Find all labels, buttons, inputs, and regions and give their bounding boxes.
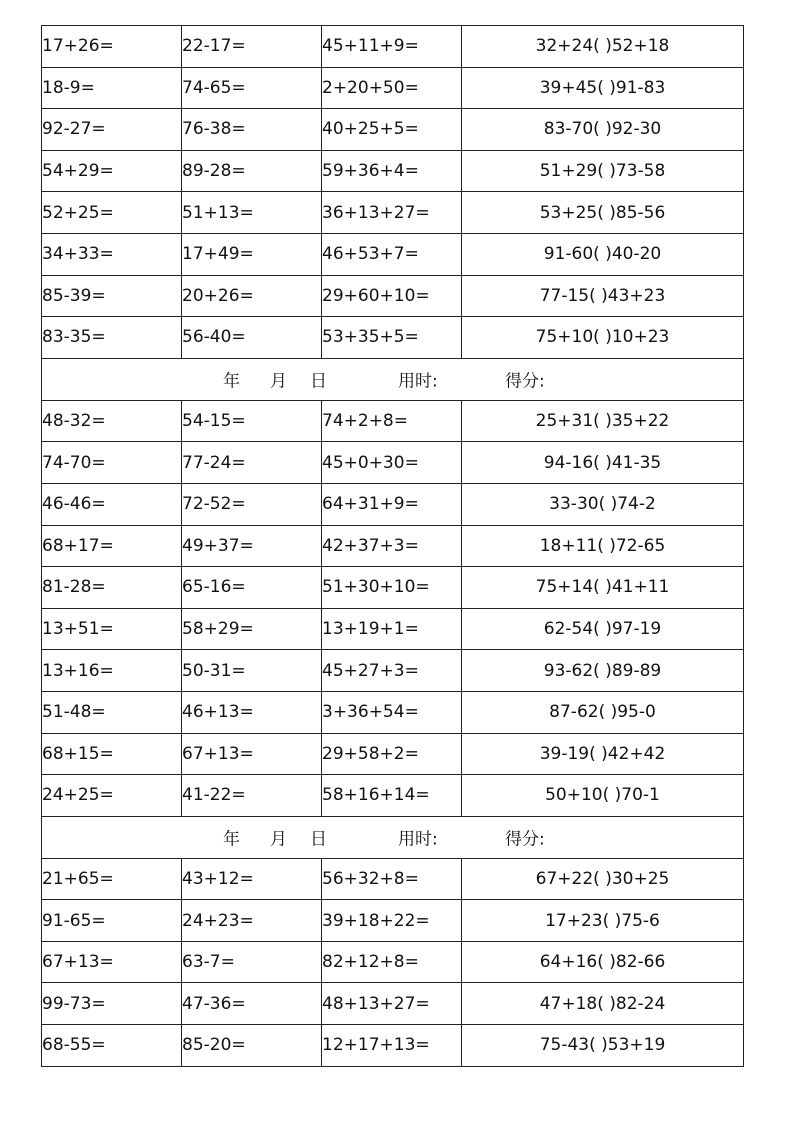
problem-cell[interactable]: 47-36=: [182, 983, 322, 1025]
problem-cell[interactable]: 29+58+2=: [322, 733, 462, 775]
date-time-score-header: [42, 358, 744, 400]
problem-cell[interactable]: 13+19+1=: [322, 608, 462, 650]
problem-row: [42, 67, 744, 109]
problem-cell[interactable]: 91-65=: [42, 900, 182, 942]
comparison-cell[interactable]: 77-15( )43+23: [462, 275, 744, 317]
problem-row: [42, 941, 744, 983]
problem-cell[interactable]: 68-55=: [42, 1025, 182, 1067]
comparison-cell[interactable]: 33-30( )74-2: [462, 483, 744, 525]
header-month: 月: [270, 829, 287, 850]
problem-row: [42, 483, 744, 525]
problem-cell[interactable]: 92-27=: [42, 109, 182, 151]
problem-cell[interactable]: 45+0+30=: [322, 442, 462, 484]
problem-cell[interactable]: 17+26=: [42, 26, 182, 68]
problem-cell[interactable]: 85-39=: [42, 275, 182, 317]
problem-cell[interactable]: 41-22=: [182, 775, 322, 817]
comparison-cell[interactable]: 53+25( )85-56: [462, 192, 744, 234]
problem-cell[interactable]: 67+13=: [182, 733, 322, 775]
problem-cell[interactable]: 2+20+50=: [322, 67, 462, 109]
problem-cell[interactable]: 48-32=: [42, 400, 182, 442]
problem-cell[interactable]: 22-17=: [182, 26, 322, 68]
problem-row: [42, 567, 744, 609]
problem-row: [42, 608, 744, 650]
comparison-cell[interactable]: 75+10( )10+23: [462, 317, 744, 359]
problem-cell[interactable]: 63-7=: [182, 941, 322, 983]
problem-row: [42, 525, 744, 567]
problem-row: [42, 400, 744, 442]
problem-cell[interactable]: 51-48=: [42, 691, 182, 733]
problem-cell[interactable]: 99-73=: [42, 983, 182, 1025]
header-year: 年: [223, 829, 240, 850]
comparison-cell[interactable]: 94-16( )41-35: [462, 442, 744, 484]
problem-row: [42, 150, 744, 192]
problem-cell[interactable]: 74+2+8=: [322, 400, 462, 442]
comparison-cell[interactable]: 83-70( )92-30: [462, 109, 744, 151]
header-month: 月: [270, 371, 287, 392]
problem-cell[interactable]: 59+36+4=: [322, 150, 462, 192]
problem-cell[interactable]: 56-40=: [182, 317, 322, 359]
problem-cell[interactable]: 58+16+14=: [322, 775, 462, 817]
problem-cell[interactable]: 46+53+7=: [322, 233, 462, 275]
problem-cell[interactable]: 21+65=: [42, 858, 182, 900]
comparison-cell[interactable]: 39+45( )91-83: [462, 67, 744, 109]
problem-row: [42, 650, 744, 692]
problem-cell[interactable]: 65-16=: [182, 567, 322, 609]
problem-row: [42, 983, 744, 1025]
problem-cell[interactable]: 43+12=: [182, 858, 322, 900]
problem-cell[interactable]: 82+12+8=: [322, 941, 462, 983]
header-score-label: 得分:: [505, 371, 545, 392]
header-time-label: 用时:: [398, 371, 438, 392]
header-day: 日: [310, 371, 327, 392]
problem-cell[interactable]: 53+35+5=: [322, 317, 462, 359]
problem-cell[interactable]: 58+29=: [182, 608, 322, 650]
problem-row: [42, 275, 744, 317]
comparison-cell[interactable]: 91-60( )40-20: [462, 233, 744, 275]
header-row: [42, 816, 744, 858]
problem-cell[interactable]: 3+36+54=: [322, 691, 462, 733]
problem-cell[interactable]: 50-31=: [182, 650, 322, 692]
problem-cell[interactable]: 52+25=: [42, 192, 182, 234]
comparison-cell[interactable]: 64+16( )82-66: [462, 941, 744, 983]
problem-row: [42, 858, 744, 900]
problem-row: [42, 26, 744, 68]
comparison-cell[interactable]: 62-54( )97-19: [462, 608, 744, 650]
problem-cell[interactable]: 46+13=: [182, 691, 322, 733]
problem-cell[interactable]: 40+25+5=: [322, 109, 462, 151]
problem-cell[interactable]: 42+37+3=: [322, 525, 462, 567]
problem-cell[interactable]: 56+32+8=: [322, 858, 462, 900]
problem-cell[interactable]: 89-28=: [182, 150, 322, 192]
problem-cell[interactable]: 20+26=: [182, 275, 322, 317]
comparison-cell[interactable]: 32+24( )52+18: [462, 26, 744, 68]
problem-cell[interactable]: 24+23=: [182, 900, 322, 942]
problem-cell[interactable]: 74-70=: [42, 442, 182, 484]
problem-cell[interactable]: 17+49=: [182, 233, 322, 275]
comparison-cell[interactable]: 75+14( )41+11: [462, 567, 744, 609]
problem-cell[interactable]: 48+13+27=: [322, 983, 462, 1025]
problem-cell[interactable]: 13+16=: [42, 650, 182, 692]
header-score-label: 得分:: [505, 829, 545, 850]
problem-row: [42, 442, 744, 484]
problem-cell[interactable]: 81-28=: [42, 567, 182, 609]
comparison-cell[interactable]: 25+31( )35+22: [462, 400, 744, 442]
comparison-cell[interactable]: 67+22( )30+25: [462, 858, 744, 900]
problem-cell[interactable]: 24+25=: [42, 775, 182, 817]
problem-cell[interactable]: 51+30+10=: [322, 567, 462, 609]
problem-cell[interactable]: 64+31+9=: [322, 483, 462, 525]
problem-cell[interactable]: 29+60+10=: [322, 275, 462, 317]
header-row: [42, 358, 744, 400]
date-time-score-header: [42, 816, 744, 858]
comparison-cell[interactable]: 39-19( )42+42: [462, 733, 744, 775]
problem-cell[interactable]: 45+11+9=: [322, 26, 462, 68]
problem-row: [42, 233, 744, 275]
problem-cell[interactable]: 46-46=: [42, 483, 182, 525]
problem-cell[interactable]: 68+15=: [42, 733, 182, 775]
problem-row: [42, 317, 744, 359]
problem-cell[interactable]: 85-20=: [182, 1025, 322, 1067]
header-time-label: 用时:: [398, 829, 438, 850]
problem-cell[interactable]: 74-65=: [182, 67, 322, 109]
comparison-cell[interactable]: 75-43( )53+19: [462, 1025, 744, 1067]
comparison-cell[interactable]: 93-62( )89-89: [462, 650, 744, 692]
problem-row: [42, 109, 744, 151]
problem-row: [42, 1025, 744, 1067]
comparison-cell[interactable]: 47+18( )82-24: [462, 983, 744, 1025]
problem-cell[interactable]: 39+18+22=: [322, 900, 462, 942]
problem-cell[interactable]: 51+13=: [182, 192, 322, 234]
problem-cell[interactable]: 72-52=: [182, 483, 322, 525]
problem-cell[interactable]: 54+29=: [42, 150, 182, 192]
problem-row: [42, 691, 744, 733]
comparison-cell[interactable]: 50+10( )70-1: [462, 775, 744, 817]
problem-cell[interactable]: 54-15=: [182, 400, 322, 442]
comparison-cell[interactable]: 18+11( )72-65: [462, 525, 744, 567]
problem-cell[interactable]: 36+13+27=: [322, 192, 462, 234]
comparison-cell[interactable]: 17+23( )75-6: [462, 900, 744, 942]
problem-cell[interactable]: 68+17=: [42, 525, 182, 567]
header-day: 日: [310, 829, 327, 850]
problem-cell[interactable]: 49+37=: [182, 525, 322, 567]
problem-row: [42, 192, 744, 234]
header-year: 年: [223, 371, 240, 392]
arithmetic-worksheet-table: [41, 25, 744, 1067]
problem-cell[interactable]: 77-24=: [182, 442, 322, 484]
worksheet-body: [42, 26, 744, 1067]
problem-row: [42, 775, 744, 817]
comparison-cell[interactable]: 87-62( )95-0: [462, 691, 744, 733]
problem-cell[interactable]: 18-9=: [42, 67, 182, 109]
problem-cell[interactable]: 12+17+13=: [322, 1025, 462, 1067]
problem-cell[interactable]: 76-38=: [182, 109, 322, 151]
problem-cell[interactable]: 13+51=: [42, 608, 182, 650]
problem-row: [42, 733, 744, 775]
problem-cell[interactable]: 45+27+3=: [322, 650, 462, 692]
comparison-cell[interactable]: 51+29( )73-58: [462, 150, 744, 192]
problem-cell[interactable]: 34+33=: [42, 233, 182, 275]
problem-cell[interactable]: 67+13=: [42, 941, 182, 983]
problem-cell[interactable]: 83-35=: [42, 317, 182, 359]
problem-row: [42, 900, 744, 942]
